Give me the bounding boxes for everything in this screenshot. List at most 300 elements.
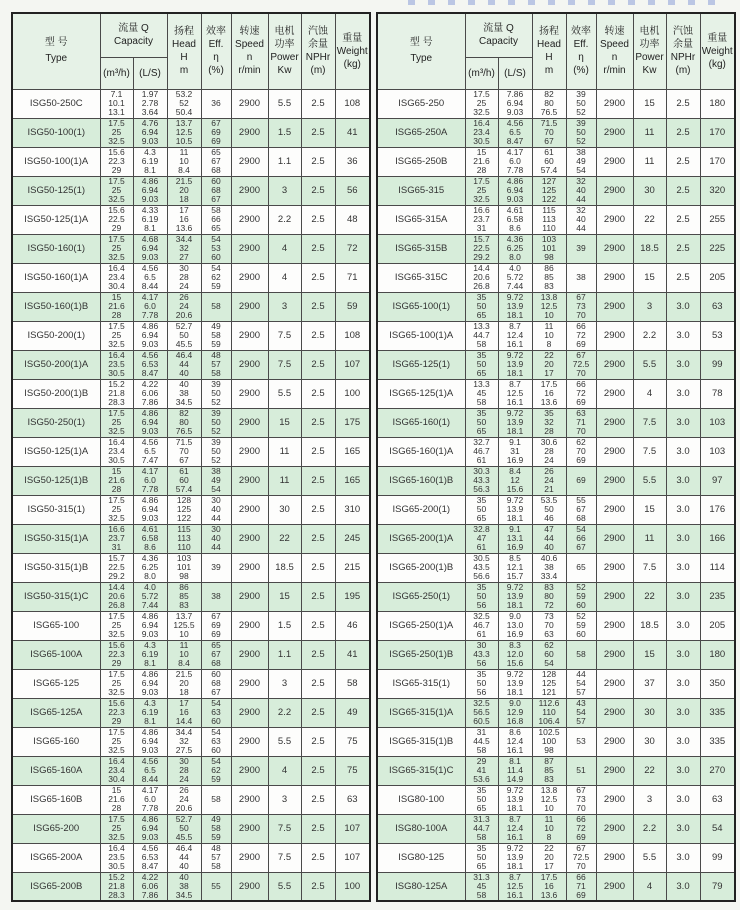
speed-cell: 2900 [596,495,633,524]
m3h-cell: 16.4 23.4 30.4 [100,263,133,292]
ls-cell: 9.0 12.9 16.8 [498,698,532,727]
npshr-cell: 3.0 [666,611,700,640]
speed-cell: 2900 [596,292,633,321]
power-cell: 15 [633,640,666,669]
power-cell: 3 [268,785,301,814]
model-cell: ISG50-100(1) [12,118,100,147]
col-power [633,13,666,89]
head-cell: 40 38 34.5 [167,379,201,408]
model-cell: ISG65-315(1)B [377,727,465,756]
head-cell: 87 85 83 [532,756,566,785]
weight-cell: 166 [700,524,735,553]
ls-cell: 1.97 2.78 3.64 [133,89,167,118]
table-row [377,814,735,843]
power-cell: 5.5 [633,350,666,379]
header-line: 汽蚀 [308,26,328,38]
power-cell: 18.5 [633,234,666,263]
npshr-cell: 3.0 [666,292,700,321]
model-cell: ISG80-125A [377,872,465,901]
header-line: Eff. [208,39,224,51]
col-speed [596,13,633,89]
m3h-cell: 16.4 23.4 30.5 [465,118,498,147]
eff-cell: 55 [201,872,231,901]
table-row [12,350,370,379]
head-cell: 47 44 40 [532,524,566,553]
eff-cell: 38 49 54 [566,147,596,176]
table-row [377,495,735,524]
head-cell: 34.4 32 27.5 [167,727,201,756]
eff-cell: 69 [566,466,596,495]
m3h-cell: 15.7 22.5 29.2 [465,234,498,263]
model-cell: ISG65-200 [12,814,100,843]
model-cell: ISG65-160(1)A [377,437,465,466]
npshr-cell: 3.0 [666,379,700,408]
ls-cell: 4.86 6.94 9.03 [133,611,167,640]
eff-cell: 48 57 58 [201,843,231,872]
table-row [377,698,735,727]
head-cell: 62 60 54 [532,640,566,669]
ls-cell: 4.86 6.94 9.03 [133,727,167,756]
power-cell: 11 [633,147,666,176]
header-line: n [611,52,618,64]
head-cell: 103 101 98 [532,234,566,263]
power-cell: 2.2 [268,698,301,727]
weight-cell: 205 [700,611,735,640]
eff-cell: 39 50 52 [201,408,231,437]
npshr-cell: 2.5 [666,147,700,176]
head-cell: 22 20 17 [532,843,566,872]
ls-cell: 8.1 11.4 14.9 [498,756,532,785]
ls-cell: 9.1 13.1 16.9 [498,524,532,553]
head-cell: 83 80 72 [532,582,566,611]
power-cell: 7.5 [268,814,301,843]
m3h-cell: 14.4 20.6 26.8 [100,582,133,611]
table-row [12,698,370,727]
m3h-cell: 17.5 25 32.5 [100,495,133,524]
weight-cell: 107 [335,843,370,872]
header-line: 转速 [239,26,260,38]
m3h-cell: 13.3 44.7 58 [465,321,498,350]
ls-cell: 4.0 5.72 7.44 [498,263,532,292]
m3h-cell: 17.5 25 32.5 [100,669,133,698]
ls-cell: 4.61 6.58 8.6 [133,524,167,553]
speed-cell: 2900 [596,408,633,437]
eff-cell: 39 [201,553,231,582]
m3h-cell: 35 50 65 [465,292,498,321]
ls-cell: 7.86 6.94 9.03 [498,89,532,118]
m3h-cell: 35 50 65 [465,785,498,814]
power-cell: 1.1 [268,640,301,669]
head-cell: 17.5 16 13.6 [532,379,566,408]
table-row [12,147,370,176]
speed-cell: 2900 [231,756,268,785]
power-cell: 7.5 [633,553,666,582]
power-cell: 1.1 [268,147,301,176]
weight-cell: 41 [335,118,370,147]
eff-cell: 49 58 59 [201,814,231,843]
m3h-cell: 16.4 23.4 30.5 [100,437,133,466]
ls-cell: 8.7 12.4 16.1 [498,814,532,843]
m3h-cell: 17.5 25 32.5 [465,176,498,205]
table-row [377,872,735,901]
speed-cell: 2900 [231,118,268,147]
col-speed [231,13,268,89]
model-cell: ISG50-315(1) [12,495,100,524]
weight-cell: 215 [335,553,370,582]
table-row [377,350,735,379]
model-cell: ISG80-100 [377,785,465,814]
m3h-cell: 29 41 53.6 [465,756,498,785]
power-cell: 2.2 [633,321,666,350]
model-cell: ISG50-160(1)B [12,292,100,321]
weight-cell: 107 [335,350,370,379]
eff-cell: 49 58 59 [201,321,231,350]
table-row [377,524,735,553]
header-line: Speed [600,39,629,51]
header-line: 流量 Q [483,23,514,35]
npshr-cell: 2.5 [301,727,335,756]
weight-cell: 205 [700,263,735,292]
table-row [377,553,735,582]
head-cell: 13.7 12.5 10.5 [167,118,201,147]
eff-cell: 58 [201,785,231,814]
ls-cell: 4.17 6.0 7.78 [133,785,167,814]
speed-cell: 2900 [596,466,633,495]
weight-cell: 63 [700,785,735,814]
table-row [12,263,370,292]
m3h-cell: 32.5 56.5 60.5 [465,698,498,727]
head-cell: 30.6 28 24 [532,437,566,466]
table-row [12,118,370,147]
power-cell: 11 [633,118,666,147]
head-cell: 17.5 16 13.6 [532,872,566,901]
m3h-cell: 15 21.6 28 [465,147,498,176]
eff-cell: 44 54 57 [566,669,596,698]
weight-cell: 100 [335,872,370,901]
npshr-cell: 3.0 [666,785,700,814]
weight-cell: 99 [700,843,735,872]
npshr-cell: 2.5 [301,147,335,176]
m3h-cell: 17.5 25 32.5 [465,89,498,118]
head-cell: 82 80 76.5 [167,408,201,437]
eff-cell: 58 [201,292,231,321]
head-cell: 30 28 24 [167,756,201,785]
speed-cell: 2900 [596,379,633,408]
eff-cell: 54 66 67 [566,524,596,553]
header-line: r/min [603,65,626,77]
table-row [12,640,370,669]
model-cell: ISG50-200(1) [12,321,100,350]
head-cell: 21.5 20 18 [167,669,201,698]
header-line: η [578,52,584,64]
ls-cell: 8.6 12.4 16.1 [498,727,532,756]
weight-cell: 335 [700,698,735,727]
m3h-cell: 17.5 25 32.5 [100,611,133,640]
m3h-cell: 15.6 22.3 29 [100,698,133,727]
power-cell: 11 [268,466,301,495]
col-capacity [465,13,532,57]
table-row [12,814,370,843]
speed-cell: 2900 [231,147,268,176]
npshr-cell: 3.0 [666,350,700,379]
model-cell: ISG65-250A [377,118,465,147]
ls-cell: 4.56 6.5 8.44 [133,263,167,292]
model-cell: ISG65-160B [12,785,100,814]
table-row [377,756,735,785]
eff-cell: 32 40 44 [566,205,596,234]
npshr-cell: 2.5 [301,321,335,350]
power-cell: 4 [268,234,301,263]
npshr-cell: 2.5 [301,408,335,437]
model-cell: ISG65-100(1) [377,292,465,321]
weight-cell: 59 [335,292,370,321]
head-cell: 52.7 50 45.5 [167,321,201,350]
m3h-cell: 30 43.3 56 [465,640,498,669]
header-line: Eff. [573,39,589,51]
col-eff [566,13,596,89]
weight-cell: 225 [700,234,735,263]
power-cell: 7.5 [633,437,666,466]
power-cell: 37 [633,669,666,698]
npshr-cell: 3.0 [666,640,700,669]
col-head [532,13,566,89]
speed-cell: 2900 [231,553,268,582]
ls-cell: 9.72 13.9 18.1 [498,495,532,524]
table-row [377,89,735,118]
power-cell: 5.5 [268,727,301,756]
speed-cell: 2900 [596,350,633,379]
weight-cell: 270 [700,756,735,785]
table-row [377,466,735,495]
header-line: (m) [310,65,326,77]
power-cell: 3 [633,785,666,814]
npshr-cell: 2.5 [666,205,700,234]
ls-cell: 4.61 6.58 8.6 [498,205,532,234]
weight-cell: 46 [335,611,370,640]
table-row [377,292,735,321]
head-cell: 46.4 44 40 [167,843,201,872]
pump-spec-table-right [376,12,736,902]
header-line: Capacity [479,36,518,48]
table-row [12,292,370,321]
table-row [12,553,370,582]
table-row [377,727,735,756]
power-cell: 15 [268,582,301,611]
npshr-cell: 3.0 [666,495,700,524]
m3h-cell: 31.3 44.7 58 [465,814,498,843]
cropped-blue-text-remnant [408,0,718,5]
eff-cell: 48 57 58 [201,350,231,379]
table-row [377,176,735,205]
m3h-cell: 35 50 65 [465,843,498,872]
table-row [12,205,370,234]
power-cell: 1.5 [268,611,301,640]
ls-cell: 4.56 6.53 8.47 [133,843,167,872]
npshr-cell: 2.5 [301,785,335,814]
m3h-cell: 35 50 56 [465,582,498,611]
eff-cell: 60 68 67 [201,669,231,698]
header-line: 电机 [639,26,660,38]
header-line: 流量 Q [118,23,149,35]
power-cell: 15 [633,89,666,118]
header-line: 电机 [274,26,295,38]
head-cell: 13.8 12.5 10 [532,292,566,321]
header-line: Capacity [114,36,153,48]
ls-cell: 4.56 6.5 8.47 [498,118,532,147]
header-line: (%) [208,65,224,77]
eff-cell: 38 [566,263,596,292]
power-cell: 30 [268,495,301,524]
head-cell: 115 113 110 [167,524,201,553]
npshr-cell: 2.5 [301,611,335,640]
table-row [12,321,370,350]
model-cell: ISG65-200B [12,872,100,901]
power-cell: 22 [633,582,666,611]
table-row [377,263,735,292]
speed-cell: 2900 [596,582,633,611]
eff-cell: 60 68 67 [201,176,231,205]
npshr-cell: 2.5 [301,814,335,843]
header-line: Head [537,39,561,51]
ls-cell: 4.86 6.94 9.03 [133,321,167,350]
model-cell: ISG65-315A [377,205,465,234]
header-line: 型 号 [44,37,68,49]
speed-cell: 2900 [596,756,633,785]
head-cell: 26 24 21 [532,466,566,495]
eff-cell: 30 40 44 [201,524,231,553]
speed-cell: 2900 [596,321,633,350]
table-row [12,872,370,901]
power-cell: 22 [633,205,666,234]
weight-cell: 320 [700,176,735,205]
npshr-cell: 2.5 [301,698,335,727]
ls-cell: 8.7 12.5 16.1 [498,872,532,901]
weight-cell: 99 [700,350,735,379]
col-m3h: (m³/h) [465,57,498,89]
power-cell: 4 [633,872,666,901]
table-row [377,205,735,234]
header-line: 转速 [604,26,625,38]
power-cell: 18.5 [268,553,301,582]
power-cell: 1.5 [268,118,301,147]
weight-cell: 63 [335,785,370,814]
npshr-cell: 3.0 [666,437,700,466]
eff-cell: 39 50 52 [566,118,596,147]
ls-cell: 8.3 12.0 15.6 [498,640,532,669]
head-cell: 128 125 121 [532,669,566,698]
ls-cell: 8.7 12.5 16.1 [498,379,532,408]
header-line: (%) [573,65,589,77]
eff-cell: 67 72.5 70 [566,843,596,872]
npshr-cell: 2.5 [301,669,335,698]
table-row [377,408,735,437]
npshr-cell: 3.0 [666,669,700,698]
eff-cell: 58 66 65 [201,205,231,234]
table-row [377,843,735,872]
power-cell: 3 [268,176,301,205]
weight-cell: 180 [700,640,735,669]
npshr-cell: 3.0 [666,553,700,582]
weight-cell: 170 [700,147,735,176]
col-npshr [301,13,335,89]
weight-cell: 100 [335,379,370,408]
power-cell: 4 [268,756,301,785]
power-cell: 5.5 [268,872,301,901]
eff-cell: 54 63 60 [201,727,231,756]
model-cell: ISG65-250(1)B [377,640,465,669]
model-cell: ISG65-100 [12,611,100,640]
m3h-cell: 17.5 25 32.5 [100,727,133,756]
power-cell: 11 [268,437,301,466]
ls-cell: 4.56 6.5 7.47 [133,437,167,466]
header-line: η [213,52,219,64]
model-cell: ISG65-250B [377,147,465,176]
weight-cell: 48 [335,205,370,234]
speed-cell: 2900 [231,669,268,698]
speed-cell: 2900 [596,524,633,553]
eff-cell: 32 40 44 [566,176,596,205]
speed-cell: 2900 [231,843,268,872]
eff-cell: 63 71 70 [566,408,596,437]
ls-cell: 9.72 13.9 18.1 [498,408,532,437]
weight-cell: 350 [700,669,735,698]
npshr-cell: 3.0 [666,872,700,901]
pump-spec-table-left [11,12,371,902]
ls-cell: 4.3 6.19 8.1 [133,147,167,176]
head-cell: 73 70 63 [532,611,566,640]
ls-cell: 8.5 12.1 15.7 [498,553,532,582]
head-cell: 127 125 122 [532,176,566,205]
m3h-cell: 15.6 22.5 29 [100,205,133,234]
m3h-cell: 15 21.6 28 [100,785,133,814]
weight-cell: 255 [700,205,735,234]
header-line: Head [172,39,196,51]
m3h-cell: 17.5 25 32.5 [100,321,133,350]
header-line: H [180,52,188,64]
weight-cell: 235 [700,582,735,611]
model-cell: ISG50-315(1)C [12,582,100,611]
speed-cell: 2900 [231,89,268,118]
ls-cell: 4.22 6.06 7.86 [133,379,167,408]
model-cell: ISG65-250 [377,89,465,118]
eff-cell: 54 63 60 [201,698,231,727]
col-ls: (L/S) [133,57,167,89]
head-cell: 71.5 70 67 [167,437,201,466]
head-cell: 102.5 100 98 [532,727,566,756]
table-row [12,611,370,640]
col-ls: (L/S) [498,57,532,89]
head-cell: 103 101 98 [167,553,201,582]
model-cell: ISG65-100(1)A [377,321,465,350]
speed-cell: 2900 [231,814,268,843]
eff-cell: 67 73 70 [566,292,596,321]
weight-cell: 165 [335,466,370,495]
weight-cell: 108 [335,89,370,118]
weight-cell: 49 [335,698,370,727]
header-line: 扬程 [174,26,194,38]
eff-cell: 65 [566,553,596,582]
table-row [12,176,370,205]
model-cell: ISG65-250(1) [377,582,465,611]
head-cell: 22 20 17 [532,350,566,379]
header-line: H [545,52,553,64]
head-cell: 112.6 110 106.4 [532,698,566,727]
table-row [377,147,735,176]
npshr-cell: 2.5 [301,582,335,611]
power-cell: 15 [633,263,666,292]
eff-cell: 36 [201,89,231,118]
table-row [12,89,370,118]
